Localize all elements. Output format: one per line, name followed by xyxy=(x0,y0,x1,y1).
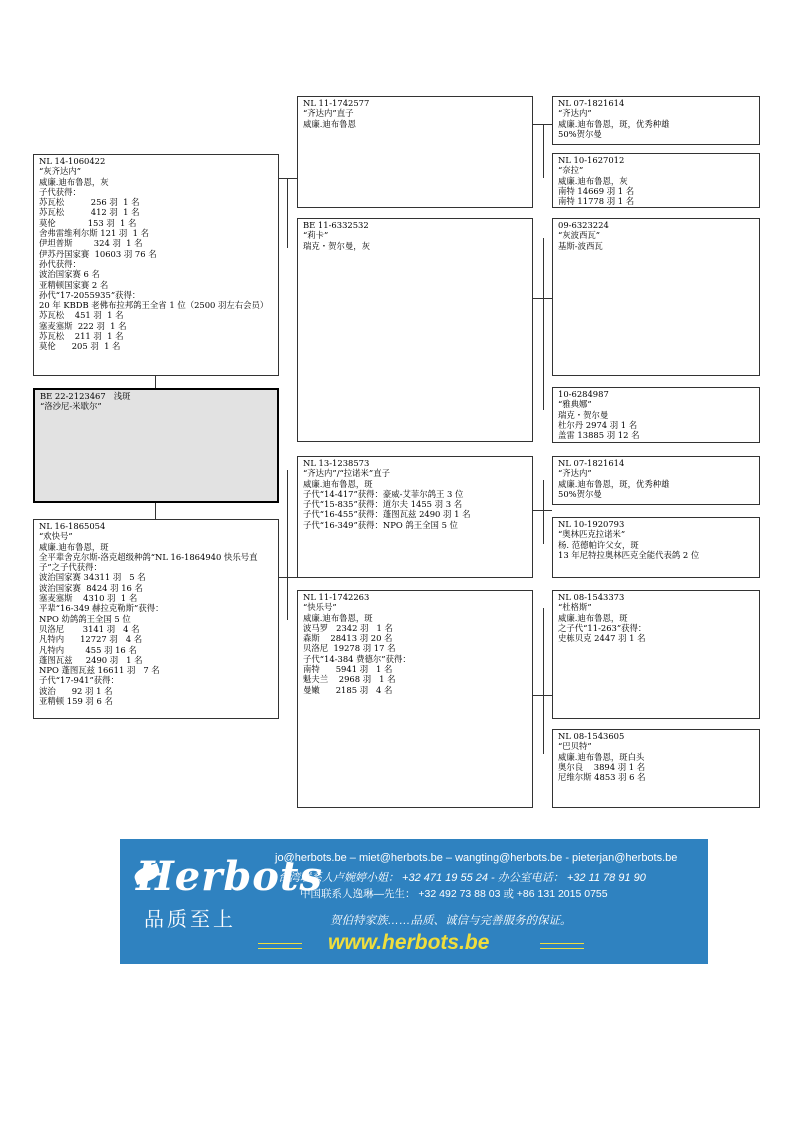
pedigree-line: 瑞克・贺尔曼 xyxy=(558,409,609,420)
pedigree-line: 塞麦塞斯 222 羽 1 名 xyxy=(39,320,127,331)
pedigree-line: 苏瓦松 451 羽 1 名 xyxy=(39,310,124,321)
pedigree-dam-dam-box xyxy=(297,590,533,808)
pedigree-line: “齐达内”直子 xyxy=(303,108,354,119)
pedigree-gen4-box-4 xyxy=(552,387,760,443)
pedigree-line: NL 10-1627012 xyxy=(558,155,625,165)
pedigree-line: 尼维尔斯 4853 羽 6 名 xyxy=(558,772,646,783)
pedigree-line: 南特 14669 羽 1 名 xyxy=(558,185,635,196)
pedigree-gen4-box-7 xyxy=(552,590,760,719)
pedigree-line: “齐达内” xyxy=(558,108,592,119)
pedigree-line: 波治国家赛 8424 羽 16 名 xyxy=(39,582,143,593)
pedigree-line: 威廉.迪布鲁恩，灰 xyxy=(558,175,628,186)
pedigree-line: 威廉.迪布鲁恩，斑 xyxy=(558,612,628,623)
divider xyxy=(540,943,584,949)
pedigree-line: NL 07-1821614 xyxy=(558,98,625,108)
pedigree-line: 贝洛尼 19278 羽 17 名 xyxy=(303,643,396,654)
pedigree-line: “欢快号” xyxy=(39,531,73,542)
pedigree-line: NL 14-1060422 xyxy=(39,156,106,166)
pedigree-line: 亚精顿 159 羽 6 名 xyxy=(39,696,113,707)
pedigree-sire-sire-box xyxy=(297,96,533,208)
connector xyxy=(279,178,297,179)
pedigree-line: 子代获得： xyxy=(39,186,81,197)
pedigree-line: 凡特内 12727 羽 4 名 xyxy=(39,634,143,645)
pedigree-line: NL 10-1920793 xyxy=(558,519,625,529)
pedigree-line: 孙代获得： xyxy=(39,258,81,269)
pedigree-line: 波治 92 羽 1 名 xyxy=(39,685,113,696)
pedigree-line: 子代“14-384 费德尔”获得： xyxy=(303,653,411,664)
china-contact: 中国联系人逸琳—先生： +32 492 73 88 03 或 +86 131 2015 0755 xyxy=(300,888,608,900)
pedigree-line: “灰波西瓦” xyxy=(558,230,601,241)
pedigree-line: 亚精顿国家赛 2 名 xyxy=(39,279,109,290)
pedigree-line: “齐达内”/“拉诺米”直子 xyxy=(303,468,390,479)
pedigree-line: 50%贺尔曼 xyxy=(558,488,602,499)
pedigree-line: 舍弗雷维利尔斯 121 羽 1 名 xyxy=(39,228,149,239)
pedigree-line: “奈拉” xyxy=(558,165,584,176)
connector xyxy=(543,124,544,178)
pedigree-line: NL 16-1865054 xyxy=(39,521,106,531)
pedigree-line: 莫伦 153 羽 1 名 xyxy=(39,217,137,228)
pedigree-gen4-box-1 xyxy=(552,96,760,145)
pedigree-line: “杜格斯” xyxy=(558,602,592,613)
herbots-banner xyxy=(120,839,708,964)
connector xyxy=(543,608,544,754)
pedigree-sire-dam-box xyxy=(297,218,533,442)
website-link[interactable]: www.herbots.be xyxy=(328,931,490,954)
taiwan-contact: 台湾联系人卢婉婷小姐： +32 471 19 55 24 - 办公室电话： +32 11 78 91 90 xyxy=(278,872,646,884)
pedigree-line: 全平辈舍克尔斯-洛克超级种鸽“NL 16-1864940 快乐号直子”之子代获得： xyxy=(39,551,258,573)
connector xyxy=(287,178,288,248)
pedigree-gen4-box-3 xyxy=(552,218,760,376)
pedigree-line: “奥林匹克拉诺米” xyxy=(558,529,626,540)
pedigree-line: NL 13-1238573 xyxy=(303,458,370,468)
pedigree-gen4-box-6 xyxy=(552,517,760,578)
pedigree-line: “莉卡” xyxy=(303,230,329,241)
pedigree-line: 奥尔良 3894 羽 1 名 xyxy=(558,761,646,772)
pedigree-line: 塞麦塞斯 4310 羽 1 名 xyxy=(39,593,138,604)
pedigree-line: 盖雷 13885 羽 12 名 xyxy=(558,430,640,441)
pedigree-line: 孙代“17-2055935”获得： xyxy=(39,289,141,300)
pedigree-line: 威廉.迪布鲁恩，斑白头 xyxy=(558,751,645,762)
pedigree-line: 威廉.迪布鲁恩，斑 xyxy=(303,612,373,623)
pedigree-line: “齐达内” xyxy=(558,468,592,479)
quality-tagline: 品质至上 xyxy=(144,907,236,931)
pedigree-line: 子代“15-835”获得：道尔夫 1455 羽 3 名 xyxy=(303,499,463,510)
pedigree-dam-box xyxy=(33,519,279,719)
pedigree-line: NL 11-1742577 xyxy=(303,98,370,108)
pedigree-line: 50%贺尔曼 xyxy=(558,128,602,139)
pedigree-line: 贝洛尼 3141 羽 4 名 xyxy=(39,623,140,634)
pedigree-line: 史栋贝克 2447 羽 1 名 xyxy=(558,633,646,644)
connector xyxy=(287,470,288,620)
connector xyxy=(155,503,156,519)
pedigree-gen4-box-8 xyxy=(552,729,760,808)
pedigree-line: NL 08-1543605 xyxy=(558,731,625,741)
pedigree-line: 平辈“16-349 赫拉克勒斯”获得： xyxy=(39,603,164,614)
pedigree-line: 苏瓦松 211 羽 1 名 xyxy=(39,331,124,342)
pedigree-line: BE 11-6332532 xyxy=(303,220,369,230)
pedigree-line: 威廉.迪布鲁恩，灰 xyxy=(39,176,109,187)
pedigree-line: NL 07-1821614 xyxy=(558,458,625,468)
pedigree-line: NL 11-1742263 xyxy=(303,592,370,602)
pedigree-line: 基斯-波西瓦 xyxy=(558,240,603,251)
pedigree-line: 凡特内 455 羽 16 名 xyxy=(39,644,137,655)
pedigree-line: 子代“16-455”获得：蓬图瓦兹 2490 羽 1 名 xyxy=(303,509,471,520)
pedigree-line: 瑞克・贺尔曼，灰 xyxy=(303,240,370,251)
pedigree-line: 杨. 范德帕许父女，斑 xyxy=(558,539,639,550)
pedigree-line: 09-6323224 xyxy=(558,220,609,230)
pedigree-line: “雅典娜” xyxy=(558,399,592,410)
pedigree-line: 南特 5941 羽 1 名 xyxy=(303,664,393,675)
pedigree-line: 苏瓦松 256 羽 1 名 xyxy=(39,197,140,208)
pedigree-line: 蓬图瓦兹 2490 羽 1 名 xyxy=(39,654,143,665)
pedigree-line: 子代“17-941”获得： xyxy=(39,675,119,686)
pedigree-sire-box xyxy=(33,154,279,376)
connector xyxy=(543,480,544,544)
connector xyxy=(543,238,544,410)
pedigree-line: 森斯 28413 羽 20 名 xyxy=(303,633,393,644)
pedigree-line: “巴贝特” xyxy=(558,741,592,752)
divider xyxy=(258,943,302,949)
pedigree-line: 魁夫兰 2968 羽 1 名 xyxy=(303,674,396,685)
pedigree-line: 南特 11778 羽 1 名 xyxy=(558,196,635,207)
pedigree-line: NL 08-1543373 xyxy=(558,592,625,602)
pedigree-line: 威廉.迪布鲁恩，斑 xyxy=(39,541,109,552)
pedigree-line: 子代“16-349”获得：NPO 鸽王全国 5 位 xyxy=(303,519,458,530)
herbots-logo: Herbots xyxy=(136,853,323,900)
pedigree-line: 伊坦普斯 324 羽 1 名 xyxy=(39,238,143,249)
pedigree-line: “灰齐达内” xyxy=(39,166,82,177)
pedigree-line: 13 年尼特拉奥林匹克全能代表鸽 2 位 xyxy=(558,549,700,560)
pedigree-subject-box xyxy=(33,388,279,503)
pedigree-gen4-box-5 xyxy=(552,456,760,505)
pedigree-line: “快乐号” xyxy=(303,602,337,613)
pedigree-line: “洛沙尼-米歇尔” xyxy=(40,401,102,412)
pedigree-line: BE 22-2123467 浅斑 xyxy=(40,391,131,401)
pedigree-line: 莫伦 205 羽 1 名 xyxy=(39,341,121,352)
pedigree-line: NPO 幼鸽鸽王全国 5 位 xyxy=(39,613,131,624)
connector xyxy=(155,376,156,388)
pedigree-line: 威廉.迪布鲁恩，斑，优秀种雄 xyxy=(558,478,670,489)
pedigree-line: 威廉.迪布鲁恩，斑 xyxy=(303,478,373,489)
pedigree-line: 子代“14-417”获得：豪威-艾菲尔鸽王 3 位 xyxy=(303,488,464,499)
pedigree-line: 10-6284987 xyxy=(558,389,609,399)
pedigree-line: 波治国家赛 6 名 xyxy=(39,269,100,280)
pedigree-line: 威廉.迪布鲁恩，斑，优秀种雄 xyxy=(558,118,670,129)
pedigree-line: 20 年 KBDB 老佛布拉邦鸽王全省 1 位（2500 羽左右会员） xyxy=(39,300,269,311)
pedigree-line: 苏瓦松 412 羽 1 名 xyxy=(39,207,140,218)
pedigree-line: 曼嫩 2185 羽 4 名 xyxy=(303,684,393,695)
pedigree-dam-sire-box xyxy=(297,456,533,578)
pedigree-line: 威廉.迪布鲁恩 xyxy=(303,118,356,129)
pedigree-line: NPO 蓬图瓦兹 16611 羽 7 名 xyxy=(39,665,160,676)
pedigree-line: 伊苏丹国家赛 10603 羽 76 名 xyxy=(39,248,157,259)
contact-emails[interactable]: jo@herbots.be – miet@herbots.be – wangting@herbots.be - pieterjan@herbots.be xyxy=(275,852,678,864)
pedigree-line: 波马罗 2342 羽 1 名 xyxy=(303,622,393,633)
connector xyxy=(279,577,297,578)
pedigree-line: 之子代“11-263”获得： xyxy=(558,622,647,633)
pedigree-line: 波治国家赛 34311 羽 5 名 xyxy=(39,572,146,583)
slogan: 贺伯特家族……品质、诚信与完善服务的保证。 xyxy=(330,915,572,927)
pedigree-gen4-box-2 xyxy=(552,153,760,208)
pedigree-line: 杜尔丹 2974 羽 1 名 xyxy=(558,419,638,430)
